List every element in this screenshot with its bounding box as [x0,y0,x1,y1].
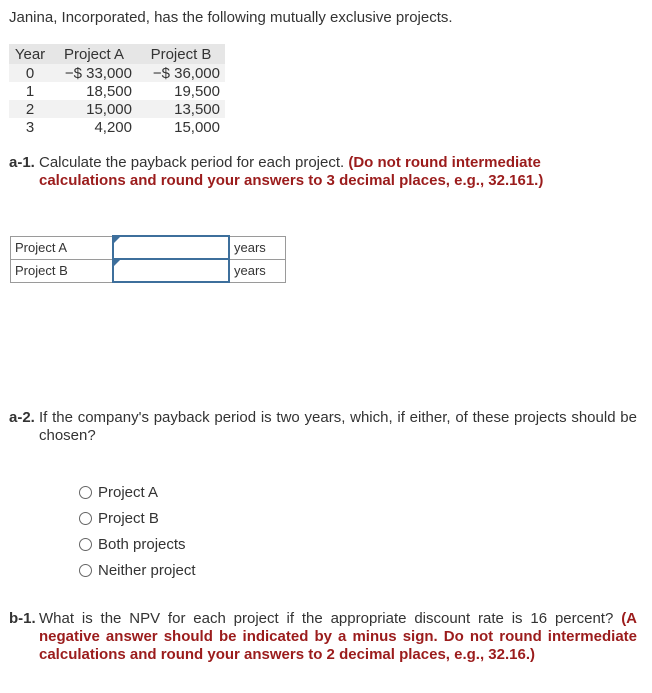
cell-year: 3 [25,118,35,136]
question-a2 [9,409,637,444]
option-both-projects[interactable] [79,531,196,557]
answer-cell [113,236,229,259]
table-row [9,82,225,100]
input-marker-icon [114,237,120,243]
question-body [39,409,637,445]
answer-cell [113,259,229,282]
question-instruction: (A negative answer should be indicated by a minus sign. Do not round intermediate calculations and round your answers to 2 decimal places, e.g., 32.16.) [39,610,638,663]
answer-unit: years [229,236,286,259]
cell-project-b: 15,000 [174,118,220,136]
cell-year: 1 [25,82,35,100]
question-a1 [9,154,629,189]
question-number: b-1. [9,610,36,627]
option-project-a[interactable] [79,479,196,505]
cell-project-b: 13,500 [137,100,225,118]
cell-project-a: 18,500 [86,82,132,100]
question-body [39,154,629,190]
question-number: a-2. [9,409,35,426]
answer-unit: years [229,259,286,282]
cell-year: 2 [9,100,51,118]
question-text: Calculate the payback period for each project. [39,154,345,171]
payback-project-b-input[interactable] [114,261,228,280]
cash-flow-table [9,44,225,136]
option-label: Neither project [98,561,196,579]
question-text: If the company's payback period is two years, which, if either, of these projects should be chosen? [39,409,637,444]
project-choice-options [79,479,196,583]
header-project-a: Project A [51,44,137,64]
header-project-b: Project B [137,44,225,64]
table-row [9,118,225,136]
question-text: What is the NPV for each project if the appropriate discount rate is 16 percent? [39,610,614,627]
table-header-row [9,44,225,64]
answer-row-project-a [11,236,286,259]
question-instruction: (Do not round intermediate calculations and round your answers to 3 decimal places, e.g., 32.161.) [39,154,544,189]
question-body [39,610,637,664]
input-marker-icon [114,260,120,266]
option-label: Both projects [98,535,186,553]
cell-project-a: 4,200 [94,118,132,136]
cell-project-a: −$ 33,000 [51,64,137,82]
payback-project-a-input[interactable] [114,238,228,257]
cell-year: 0 [9,64,51,82]
option-project-b[interactable] [79,505,196,531]
payback-answer-table [10,235,286,283]
table-row [9,64,225,82]
intro-text: Janina, Incorporated, has the following mutually exclusive projects. [9,9,453,26]
option-label: Project A [98,483,159,501]
radio-button[interactable] [79,538,92,551]
radio-button[interactable] [79,564,92,577]
question-number: a-1. [9,154,35,171]
option-neither-project[interactable] [79,557,196,583]
radio-button[interactable] [79,512,92,525]
answer-label: Project B [11,259,114,282]
table-row [9,100,225,118]
question-b1 [9,610,638,663]
cell-project-a: 15,000 [51,100,137,118]
answer-label: Project A [11,236,114,259]
cell-project-b: 19,500 [174,82,220,100]
header-year: Year [9,44,51,64]
radio-button[interactable] [79,486,92,499]
option-label: Project B [98,509,159,527]
cell-project-b: −$ 36,000 [137,64,225,82]
answer-row-project-b [11,259,286,282]
